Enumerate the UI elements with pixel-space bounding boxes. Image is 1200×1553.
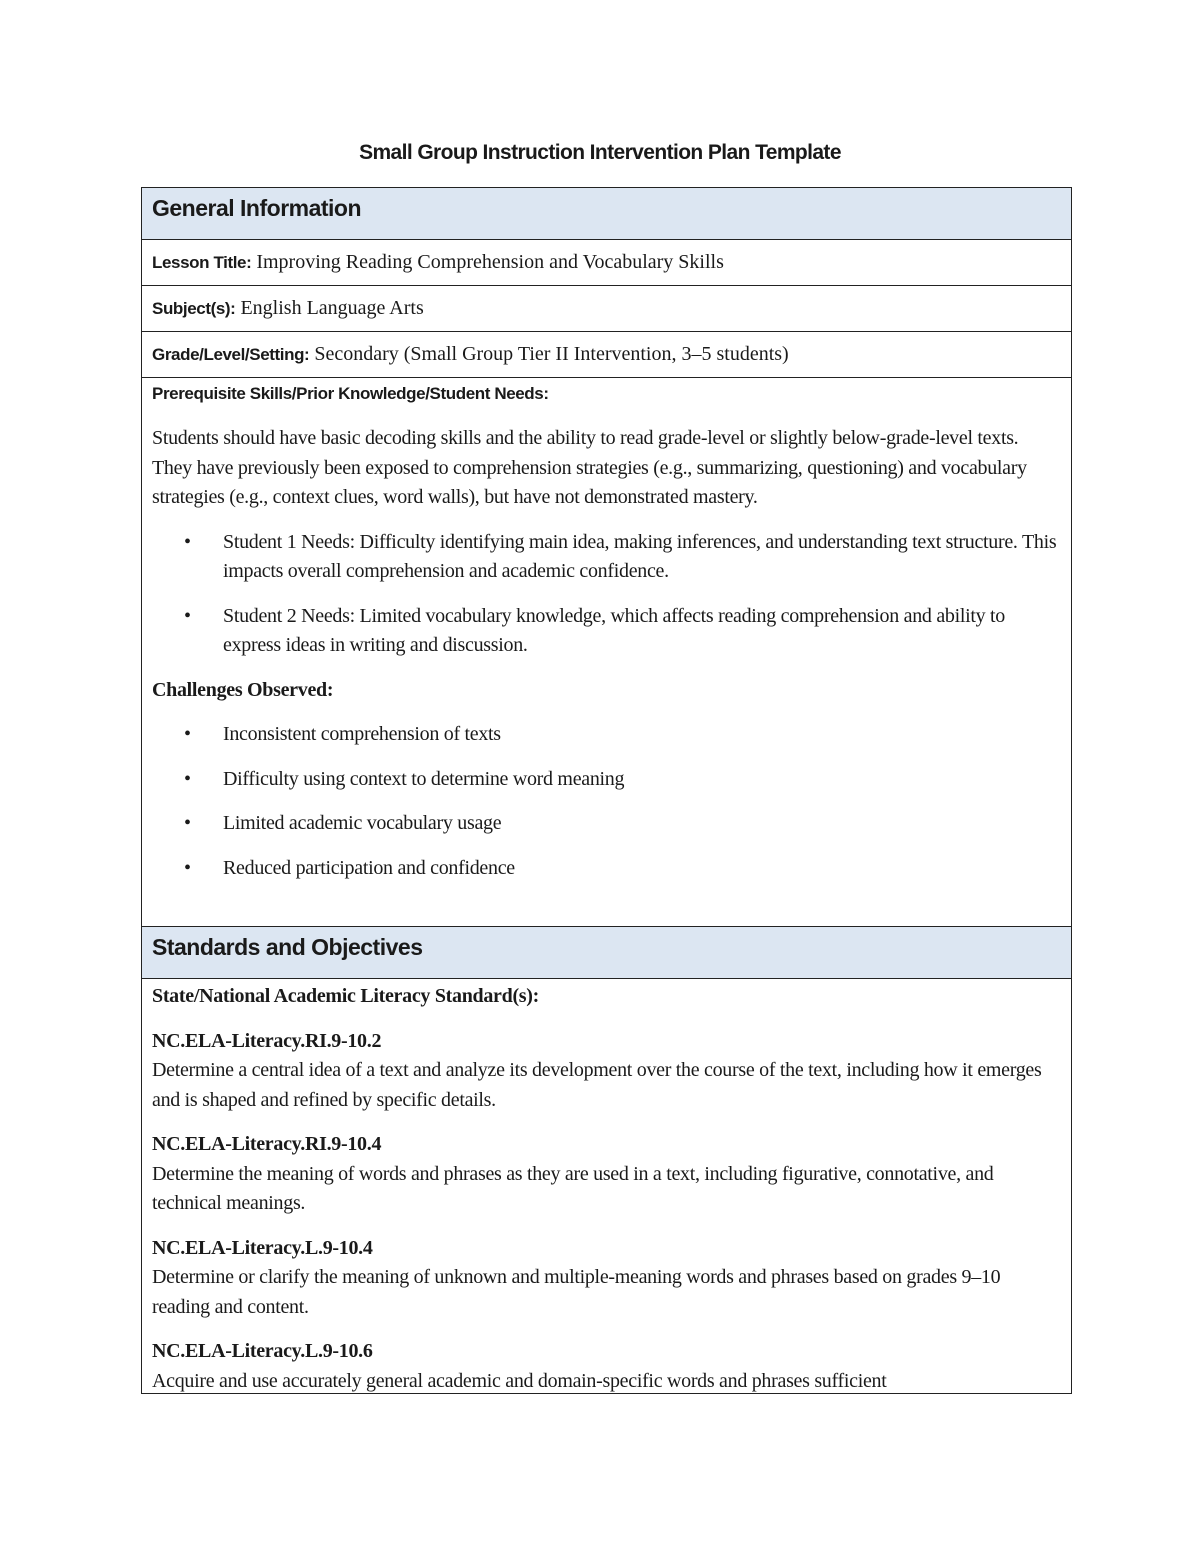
standard-item <box>152 1130 1061 1219</box>
document-title: Small Group Instruction Intervention Plan Template <box>359 141 841 164</box>
list-item: • Inconsistent comprehension of texts <box>152 720 1061 750</box>
standard-item <box>152 1337 1061 1394</box>
student-needs-list <box>152 528 1061 661</box>
standard-code: NC.ELA-Literacy.RI.9-10.2 <box>152 1029 382 1052</box>
prerequisite-skills-text: Students should have basic decoding skills and the ability to read grade-level or slightly below-grade-level texts. They have previously been exposed to comprehension strategies (e.g., summarizing, questioning) and vocabulary strategies (e.g., context clues, word walls), but have not demonstrated mastery. <box>152 427 1027 508</box>
prerequisite-skills-label: Prerequisite Skills/Prior Knowledge/Student Needs: <box>152 384 549 403</box>
intervention-plan-table <box>141 187 1072 1394</box>
standard-item <box>152 1234 1061 1323</box>
standard-code: NC.ELA-Literacy.RI.9-10.4 <box>152 1133 382 1155</box>
standards-cell <box>142 979 1071 1394</box>
subjects-row <box>142 286 1071 332</box>
lesson-title-label: Lesson Title: <box>152 253 252 272</box>
lesson-title-value: Improving Reading Comprehension and Vocabulary Skills <box>256 251 724 273</box>
list-item: • Limited academic vocabulary usage <box>152 809 1061 839</box>
list-item: • Student 1 Needs: Difficulty identifying main idea, making inferences, and understanding text structure. This impacts overall comprehension and academic confidence. <box>152 528 1061 587</box>
list-item: • Student 2 Needs: Limited vocabulary knowledge, which affects reading comprehension and ability to express ideas in writing and discussion. <box>152 602 1061 661</box>
subjects-value: English Language Arts <box>240 297 424 319</box>
standards-objectives-heading: Standards and Objectives <box>142 927 1071 979</box>
standard-item <box>152 1027 1061 1116</box>
challenges-list <box>152 720 1061 883</box>
grade-level-setting-label: Grade/Level/Setting: <box>152 345 310 364</box>
standard-description: Determine or clarify the meaning of unknown and multiple-meaning words and phrases based on grades 9–10 reading and content. <box>152 1266 1001 1318</box>
standard-description: Acquire and use accurately general academic and domain-specific words and phrases sufficient <box>152 1369 887 1392</box>
general-information-heading: General Information <box>142 188 1071 240</box>
lesson-title-row <box>142 240 1071 286</box>
grade-level-setting-value: Secondary (Small Group Tier II Intervention, 3–5 students) <box>314 343 789 365</box>
subjects-label: Subject(s): <box>152 299 236 318</box>
standard-code: NC.ELA-Literacy.L.9-10.6 <box>152 1340 373 1362</box>
standard-code: NC.ELA-Literacy.L.9-10.4 <box>152 1236 373 1259</box>
standard-description: Determine a central idea of a text and analyze its development over the course of the text, including how it emerges and is shaped and refined by specific details. <box>152 1059 1042 1111</box>
prerequisite-skills-cell <box>142 378 1071 927</box>
standards-label: State/National Academic Literacy Standard(s): <box>152 985 540 1007</box>
standard-description: Determine the meaning of words and phrases as they are used in a text, including figurative, connotative, and technical meanings. <box>152 1162 994 1214</box>
challenges-observed-label: Challenges Observed: <box>152 678 334 701</box>
list-item: • Reduced participation and confidence <box>152 854 1061 884</box>
list-item: • Difficulty using context to determine word meaning <box>152 765 1061 795</box>
grade-level-setting-row <box>142 332 1071 378</box>
